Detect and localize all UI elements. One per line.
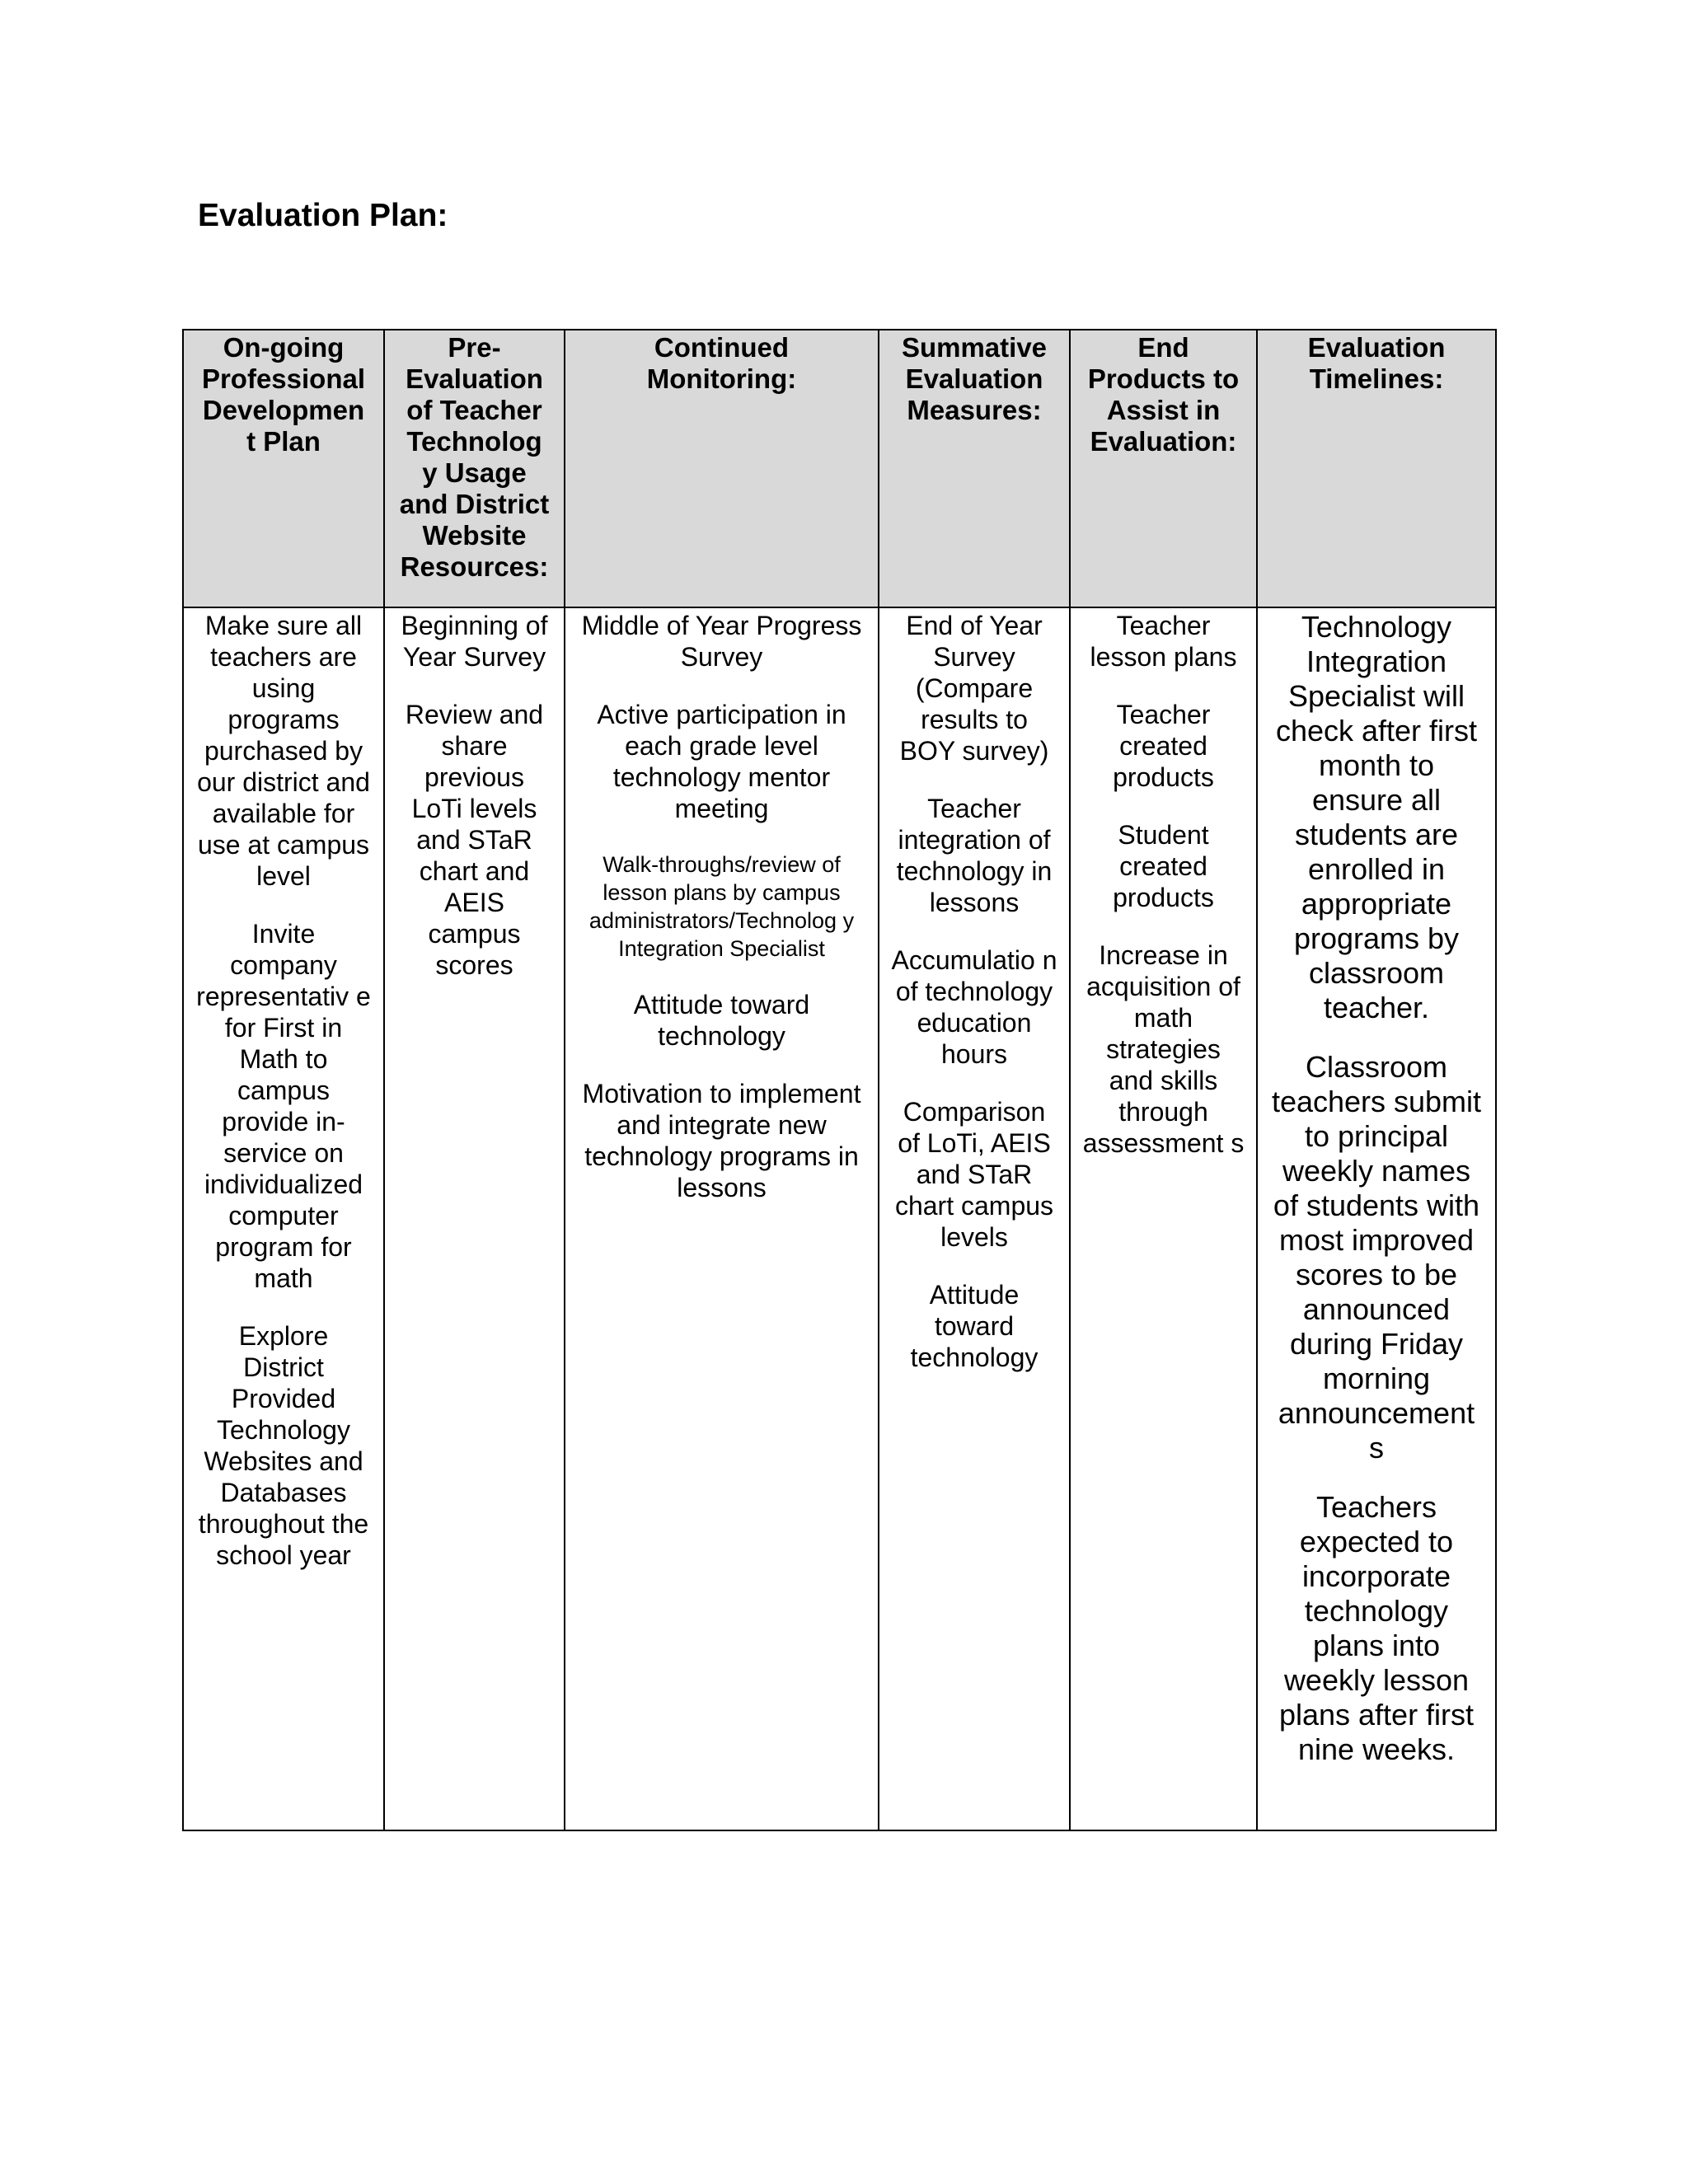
list-item: Teacher lesson plans [1090, 611, 1237, 672]
list-item: Teacher created products [1113, 700, 1214, 792]
header-continued-monitoring: Continued Monitoring: [565, 330, 879, 607]
header-evaluation-timelines: Evaluation Timelines: [1257, 330, 1496, 607]
cell-evaluation-timelines [1257, 607, 1496, 1830]
cell-professional-development [183, 607, 384, 1830]
list-item: Walk-throughs/review of lesson plans by campus administrators/Technolog y Integration Specialist [588, 852, 855, 961]
list-item: Middle of Year Progress Survey [581, 611, 862, 672]
header-pre-evaluation: Pre-Evaluation of Teacher Technolog y Usage and District Website Resources: [384, 330, 565, 607]
list-item: Motivation to implement and integrate new technology programs in lessons [582, 1079, 861, 1202]
list-item: Explore District Provided Technology Websites and Databases throughout the school year [198, 1321, 369, 1570]
list-item: Beginning of Year Survey [401, 611, 548, 672]
cell-pre-evaluation [384, 607, 565, 1830]
cell-summative-measures [879, 607, 1070, 1830]
list-item: Student created products [1113, 820, 1214, 912]
table-header-row [183, 330, 1496, 607]
header-summative-measures: Summative Evaluation Measures: [879, 330, 1070, 607]
list-item: Invite company representativ e for First in Math to campus provide in-service on individualized computer program for math [196, 919, 371, 1293]
list-item: Accumulatio n of technology education hours [891, 945, 1057, 1069]
header-end-products: End Products to Assist in Evaluation: [1070, 330, 1257, 607]
list-item: Attitude toward technology [633, 990, 810, 1051]
evaluation-plan-table [182, 329, 1497, 1831]
list-item: Teachers expected to incorporate technology plans into weekly lesson plans after first nine weeks. [1278, 1490, 1475, 1766]
list-item: Active participation in each grade level technology mentor meeting [597, 700, 846, 823]
list-item: Teacher integration of technology in lessons [896, 794, 1053, 917]
list-item: Increase in acquisition of math strategies and skills through assessment s [1082, 940, 1245, 1158]
header-professional-development: On-going Professional Developmen t Plan [183, 330, 384, 607]
list-item: Review and share previous LoTi levels and STaR chart and AEIS campus scores [405, 700, 544, 980]
cell-continued-monitoring [565, 607, 879, 1830]
list-item: Comparison of LoTi, AEIS and STaR chart campus levels [894, 1097, 1054, 1252]
list-item: Classroom teachers submit to principal weekly names of students with most improved scores to be announced during Friday morning announcement s [1271, 1050, 1482, 1465]
list-item: Attitude toward technology [910, 1280, 1039, 1372]
table-row [183, 607, 1496, 1830]
cell-end-products [1070, 607, 1257, 1830]
list-item: End of Year Survey (Compare results to BOY survey) [899, 611, 1049, 766]
list-item: Technology Integration Specialist will check after first month to ensure all students are enrolled in appropriate programs by classroom teacher. [1275, 610, 1478, 1024]
list-item: Make sure all teachers are using programs purchased by our district and available for use at campus level [197, 611, 370, 891]
page-title: Evaluation Plan: [198, 198, 448, 233]
